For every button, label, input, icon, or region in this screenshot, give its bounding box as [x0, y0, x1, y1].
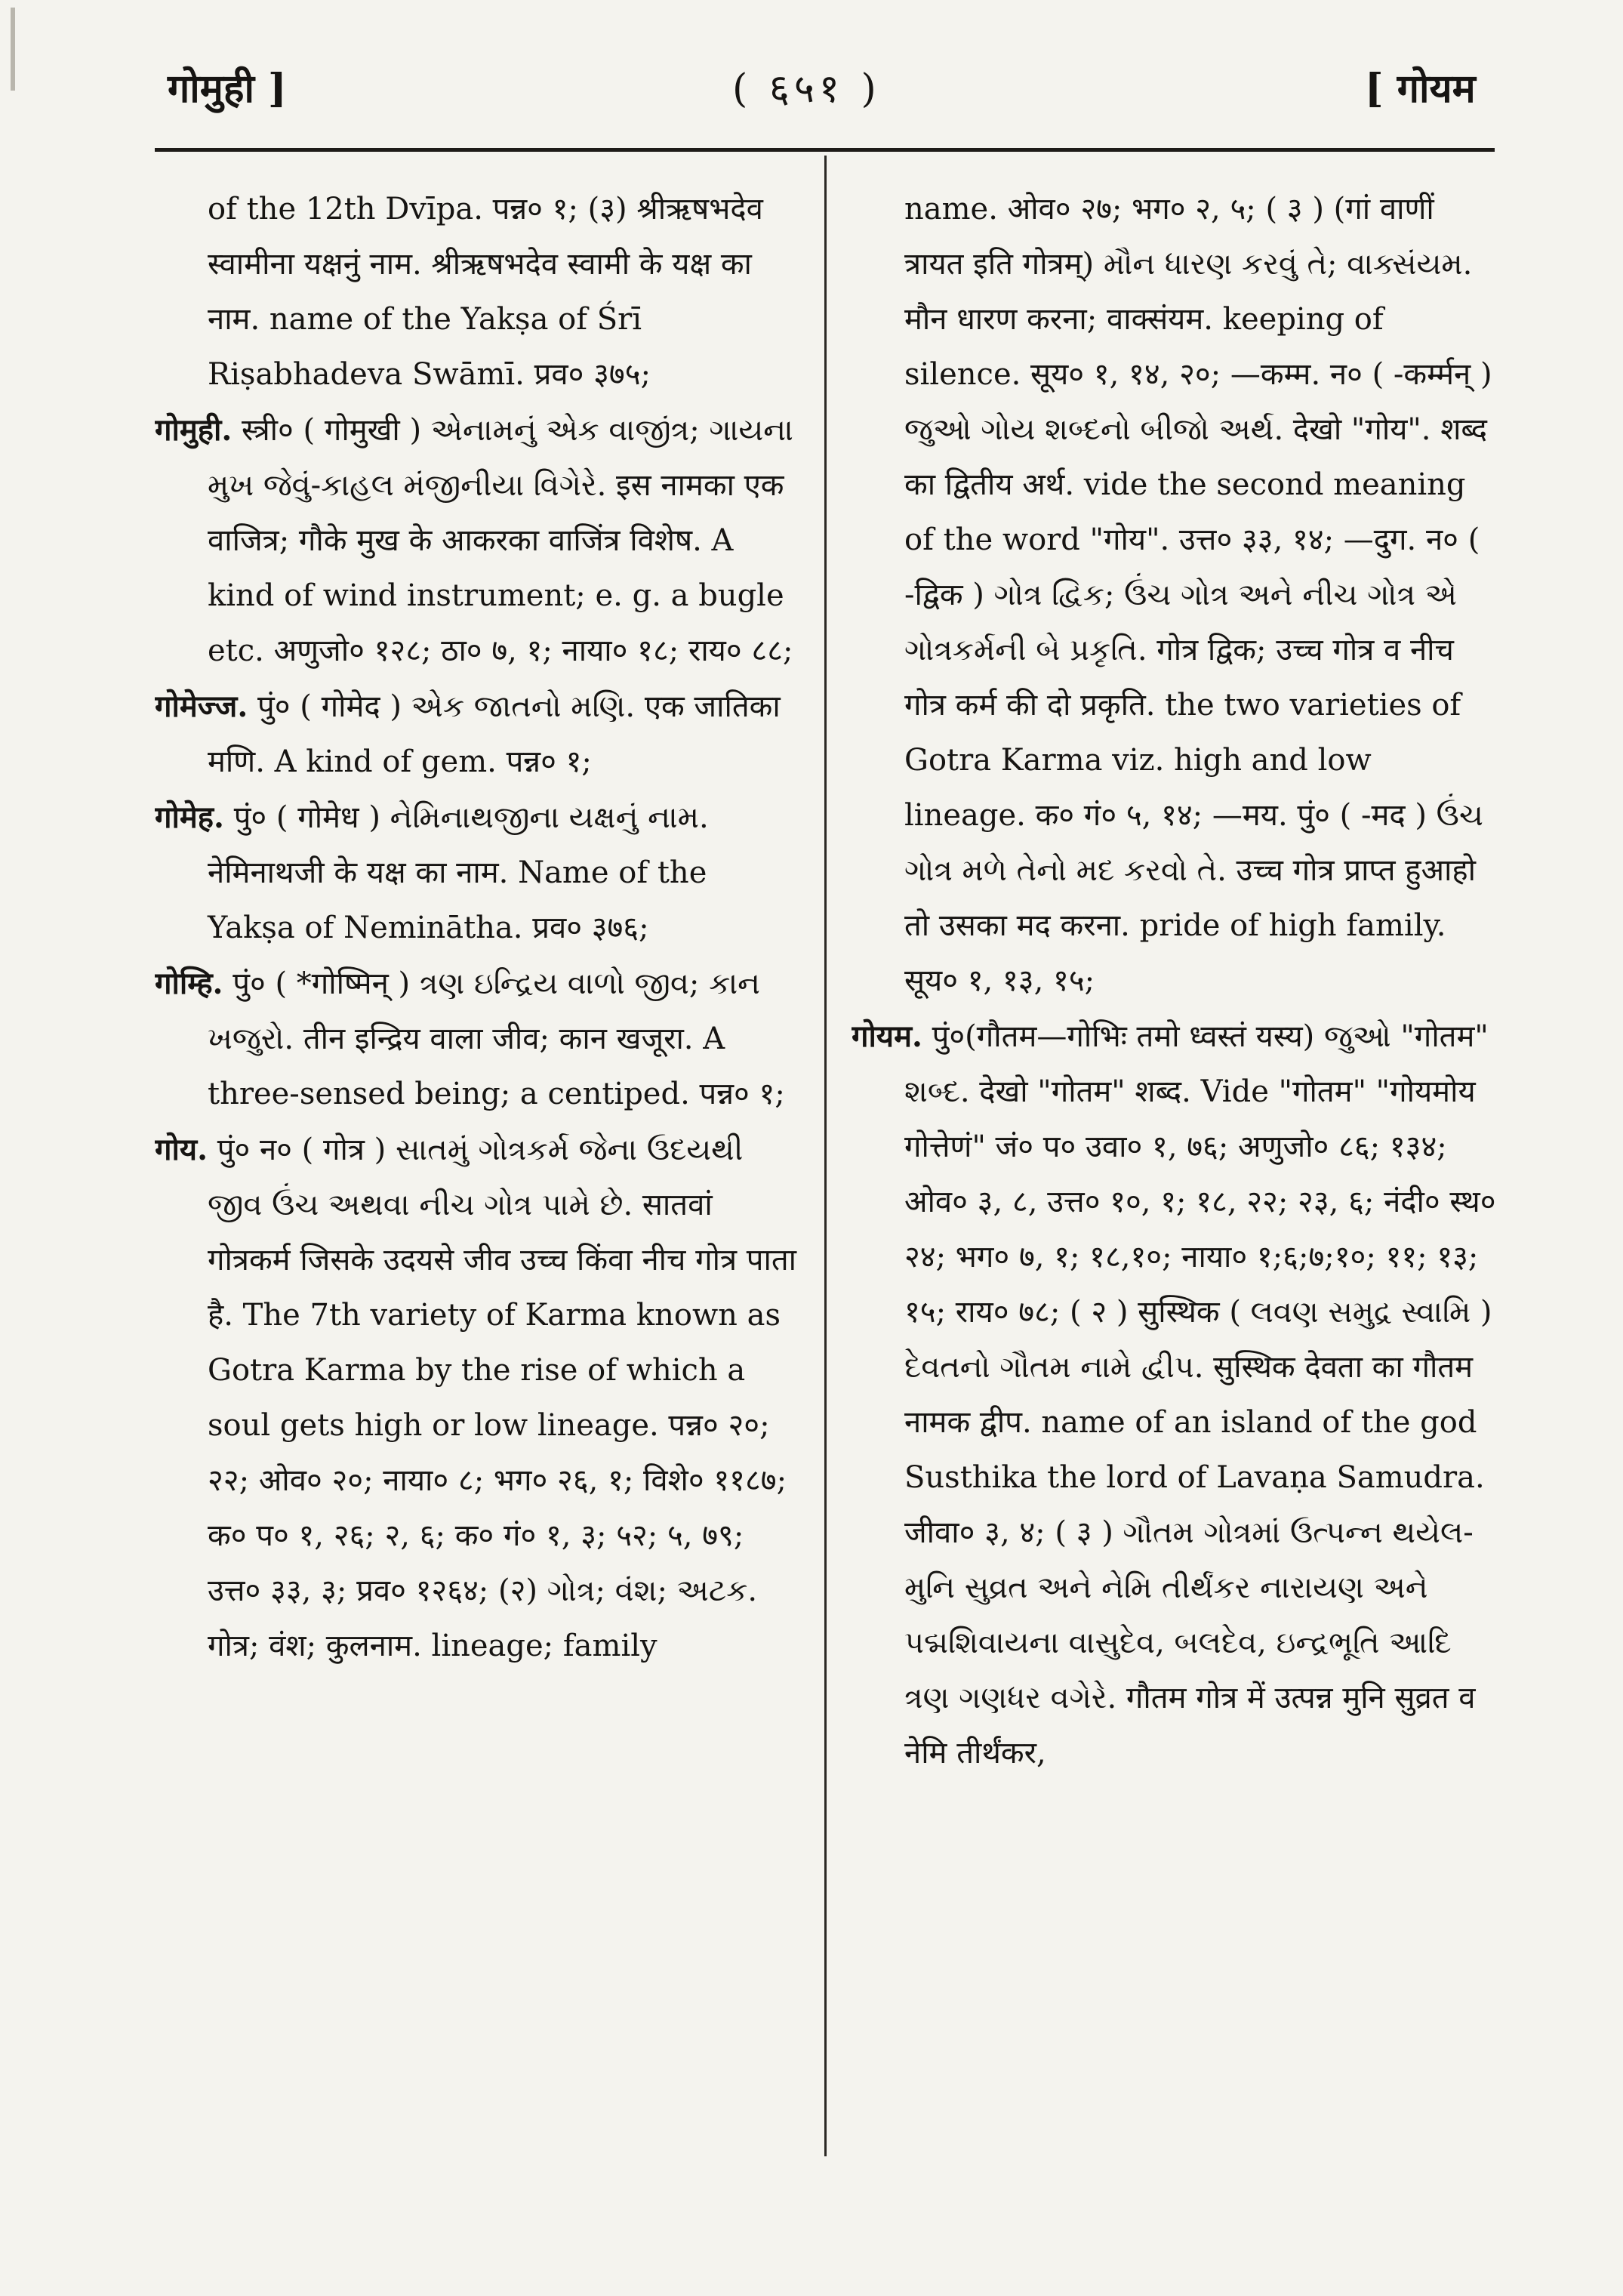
entry-headword: गोमेह. — [155, 800, 224, 835]
entry-body: पुं० ( गोमेद ) એક જાતનો મણિ. एक जातिका मणि. A kind of gem. पन्न० १; — [208, 689, 781, 779]
header-rule — [155, 148, 1495, 152]
dictionary-entry — [852, 1009, 1497, 1781]
entry-body: पुं०(गौतम—गोभिः तमो ध्वस्तं यस्य) જુઓ "गोतम" શબ્દ. देखो "गोतम" शब्द. Vide "गोतम" "गोयमोय गोत्तेणं" जं० प० उवा० १, ७६; अणुजो० ८६; १३४; ओव० ३, ८, उत्त० १०, १; १८, २२; २३, ६; नंदी० स्थ० २४; भग० ७, १; १८,१०; नाया० १;६;७;१०; ११; १३; १५; राय० ७८; ( २ ) सुस्थिक ( લવણ સમુદ્ર સ્વામિ ) દેવતનો ગૌતમ નામે દ્વીપ. सुस्थिक देवता का गौतम नामक द्वीप. name of an island of the god Susthika the lord of Lavaṇa Samudra. जीवा० ३, ४; ( ३ ) ગૌતમ ગોત્રમાં ઉત્પન્ન થયેલ-મુનિ સુવ્રત અને નેમિ તીર્થંકર નારાયણ અને પદ્મશિવાયના વાસુદેવ, બલદેવ, ઇન્દ્રભૂતિ આદિ ત્રણ ગણધર વગેરે. गौतम गोत्र में उत्पन्न मुनि सुव्रत व नेमि तीर्थंकर, — [904, 1019, 1496, 1771]
entry-headword: गोमुही. — [155, 412, 233, 448]
dictionary-entry — [155, 402, 800, 679]
column-divider — [824, 156, 827, 2156]
page-header — [0, 45, 1623, 113]
entry-body: पुं० न० ( गोत्र ) સાતમું ગોત્રકર્મ જેના ઉદયથી જીવ ઉંચ અથવા નીચ ગોત્ર પામે છે. सातवां गोत्रकर्म जिसके उदयसे जीव उच्च किंवा नीच गोत्र पाता है. The 7th variety of Karma known as Gotra Karma by the rise of which a soul gets high or low lineage. पन्न० २०; २२; ओव० २०; नाया० ८; भग० २६, १; विशे० ११८७; क० प० १, २६; २, ६; क० गं० १, ३; ५२; ५, ७९; उत्त० ३३, ३; प्रव० १२६४; (२) ગોત્ર; વંશ; અટક. गोत्र; वंश; कुलनाम. lineage; family — [208, 1133, 797, 1663]
entry-body: पुं० ( *गोष्मिन् ) ત્રણ ઇન્દ્રિય વાળો જીવ; કાન ખજુરો. तीन इन्द्रिय वाला जीव; कान खजूरा. A three-sensed being; a centiped. पन्न० १; — [208, 966, 785, 1111]
right-column — [852, 181, 1497, 2174]
dictionary-entry — [155, 956, 800, 1122]
dictionary-entry — [852, 181, 1497, 1009]
running-head-left: गोमुही ] — [168, 66, 287, 112]
dictionary-entry — [155, 679, 800, 790]
entry-headword: गोय. — [155, 1132, 208, 1167]
entry-body: name. ओव० २७; भग० २, ५; ( ३ ) (गां वाणीं त्रायत इति गोत्रम्) મૌન ધારણ કરવું તે; વાક્સંયમ. मौन धारण करना; वाक्संयम. keeping of silence. सूय० १, १४, २०; —कम्म. न० ( -कर्म्मन् ) જુઓ ગોય શબ્દનો બીજો અર્થ. देखो "गोय". शब्द का द्वितीय अर्थ. vide the second meaning of the word "गोय". उत्त० ३३, १४; —दुग. न० ( -द्विक ) ગોત્ર દ્વિક; ઉંચ ગોત્ર અને નીચ ગોત્ર એ ગોત્રકર્મની બે પ્રકૃતિ. गोत्र द्विक; उच्च गोत्र व नीच गोत्र कर्म की दो प्रकृति. the two varieties of Gotra Karma viz. high and low lineage. क० गं० ५, १४; —मय. पुं० ( -मद ) ઉંચ ગોત્ર મળે તેનો મદ કરવો તે. उच्च गोत्र प्राप्त हुआहो तो उसका मद करना. pride of high family. सूय० १, १३, १५; — [904, 192, 1492, 998]
entry-body: स्त्री० ( गोमुखी ) એનામનું એક વાજીંત્ર; ગાયના મુખ જેવું-કાહલ મંજીનીયા વિગેરે. इस नामका एक वाजित्र; गौके मुख के आकरका वाजिंत्र विशेष. A kind of wind instrument; e. g. a bugle etc. अणुजो० १२८; ठा० ७, १; नाया० १८; राय० ८८; — [208, 413, 793, 668]
entry-headword: गोमेज्ज. — [155, 689, 248, 724]
dictionary-entry — [155, 1122, 800, 1674]
left-column — [155, 181, 800, 2174]
entry-body: of the 12th Dvīpa. पन्न० १; (३) श्रीऋषभदेव स्वामीना यक्षनुं नाम. श्रीऋषभदेव स्वामी के यक्ष का नाम. name of the Yakṣa of Śrī Riṣabhadeva Swāmī. प्रव० ३७५; — [208, 192, 763, 392]
entry-headword: गोयम. — [852, 1019, 922, 1054]
entry-body: पुं० ( गोमेध ) નેમિનાથજીના યક્ષનું નામ. नेमिनाथजी के यक्ष का नाम. Name of the Yakṣa of Neminātha. प्रव० ३७६; — [208, 800, 709, 945]
dictionary-entry — [155, 790, 800, 956]
dictionary-entry — [155, 181, 800, 402]
entry-headword: गोम्हि. — [155, 966, 223, 1001]
running-head-right: [ गोयम — [1365, 66, 1476, 112]
page-number: ( ६५१ ) — [732, 66, 881, 112]
